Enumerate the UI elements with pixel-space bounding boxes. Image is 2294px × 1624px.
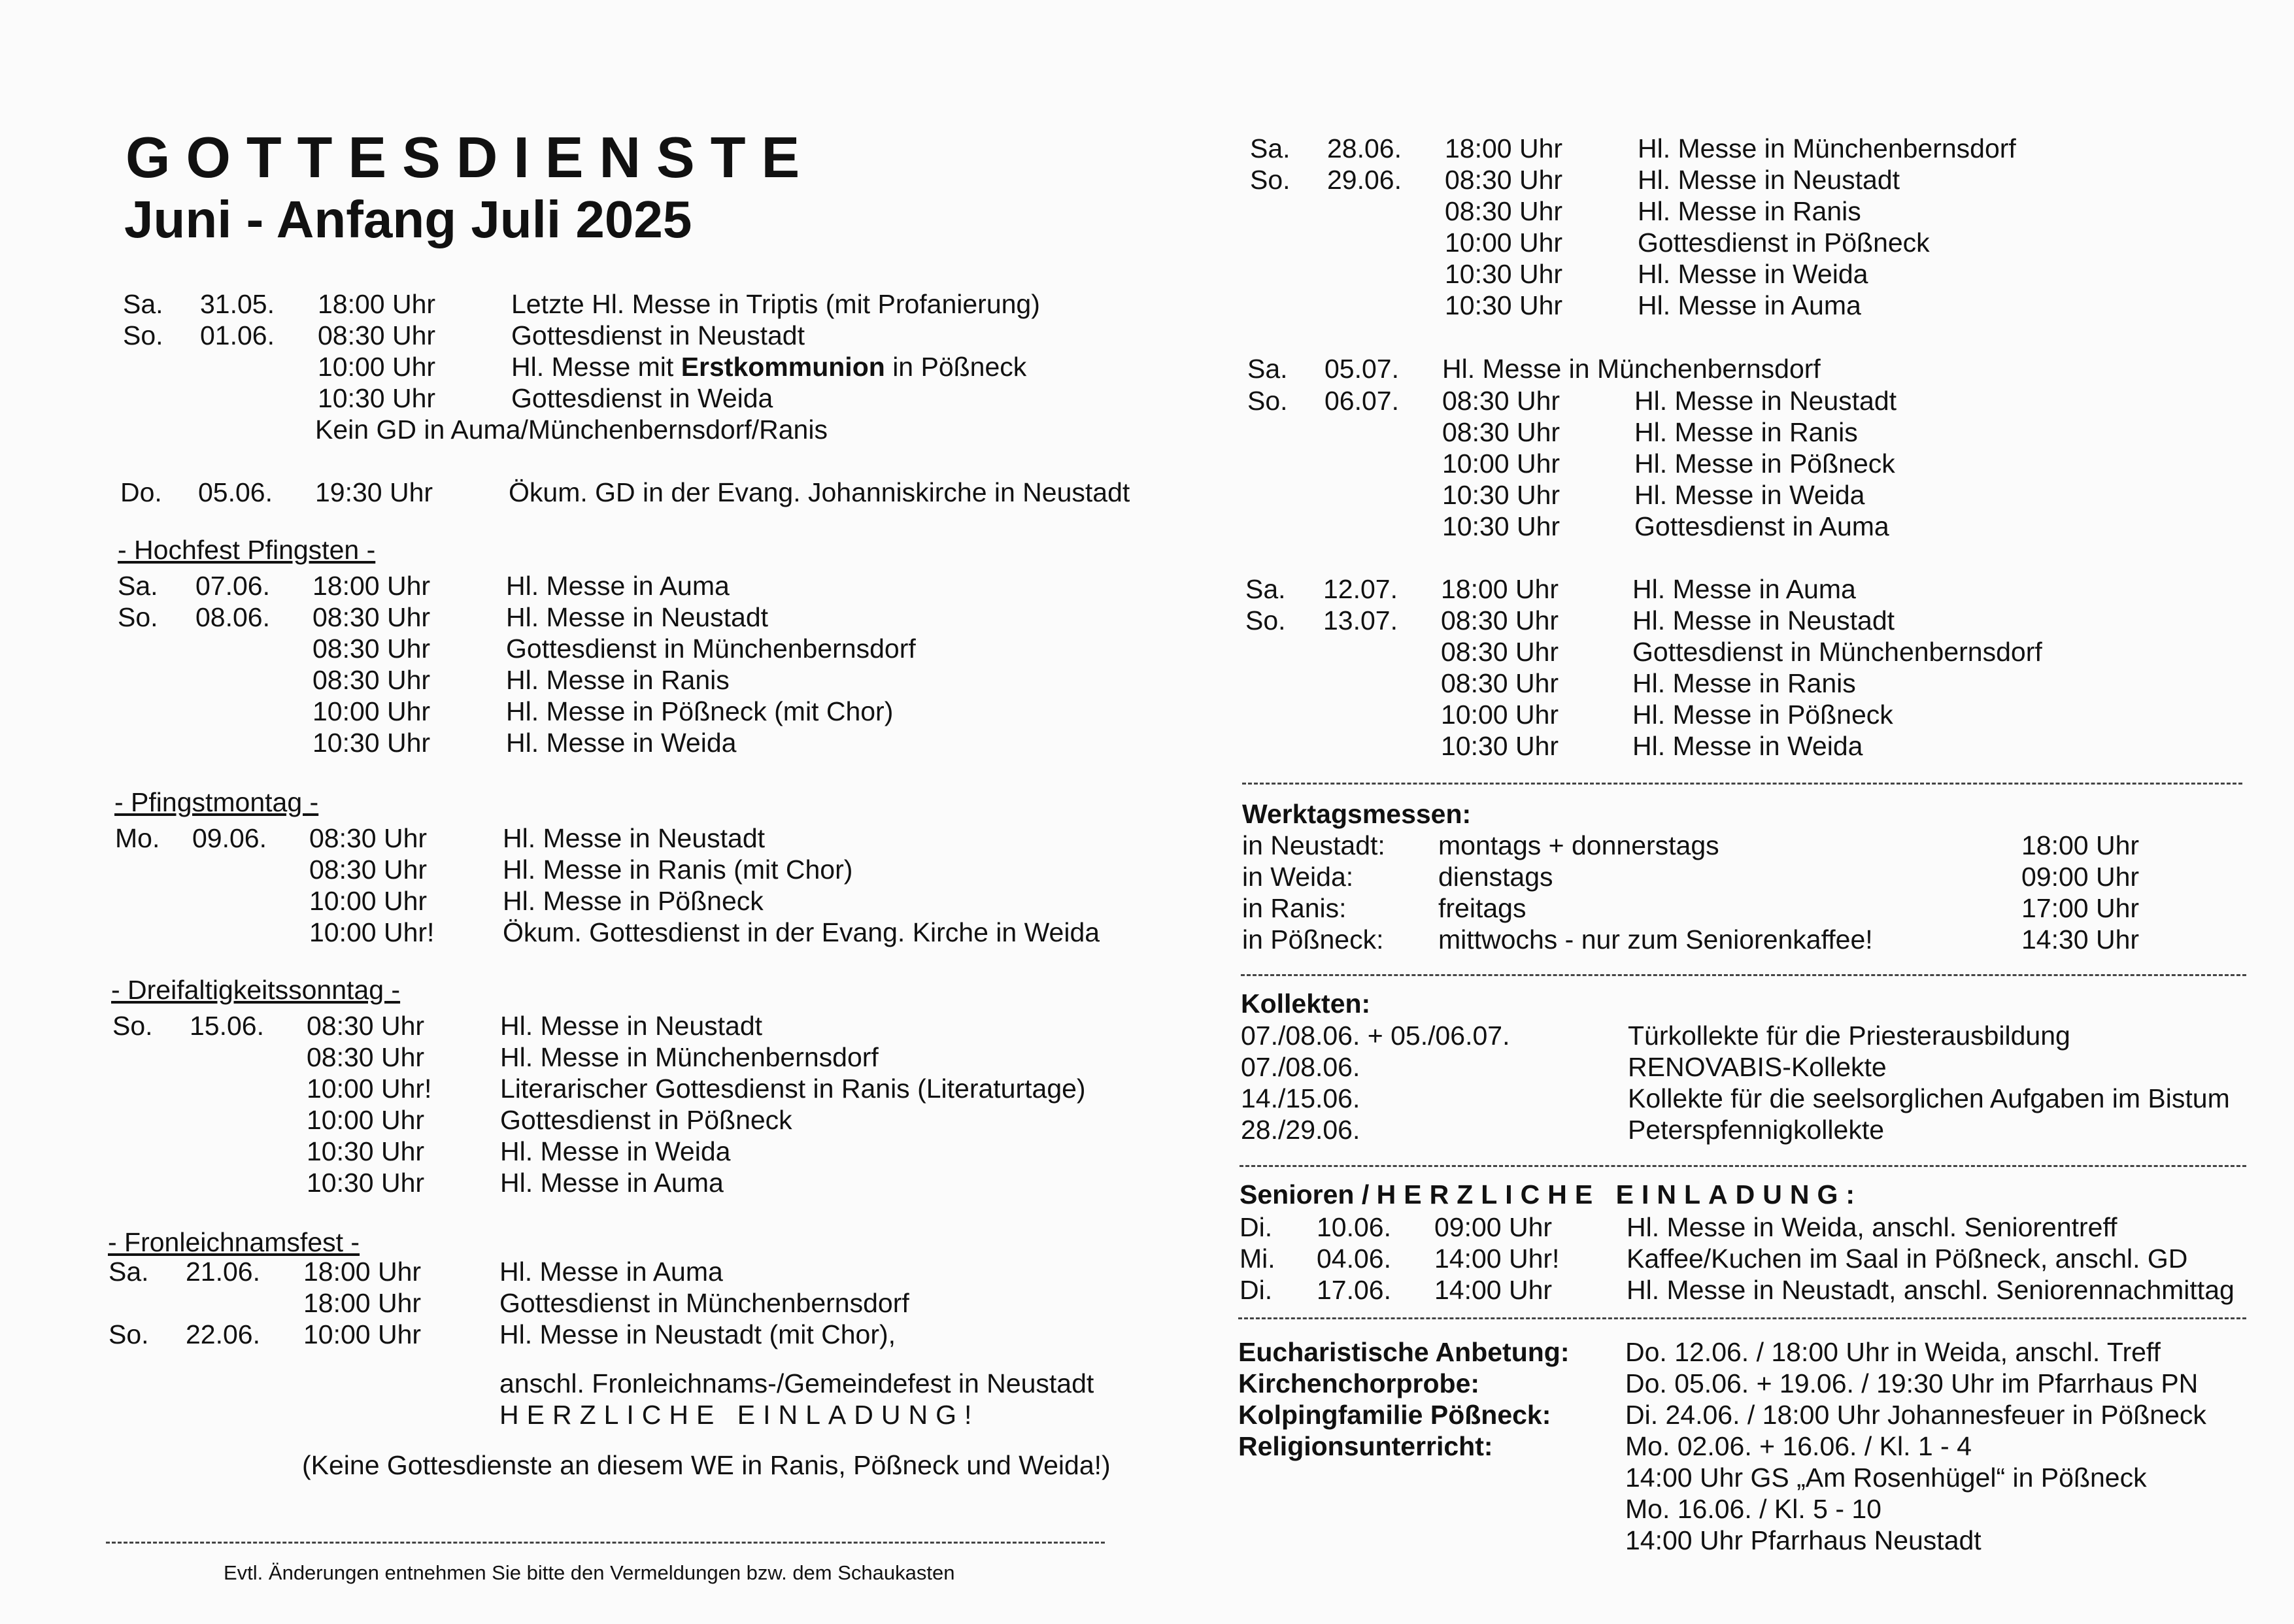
schedule-text: Hl. Messe in Pößneck bbox=[1632, 700, 1893, 730]
schedule-text: Hl. Messe in Münchenbernsdorf bbox=[500, 1042, 879, 1072]
info-text: Do. 05.06. + 19.06. / 19:30 Uhr im Pfarrhaus PN bbox=[1625, 1368, 2199, 1398]
werktag-place: in Ranis: bbox=[1242, 893, 1347, 923]
schedule-time: 10:30 Uhr bbox=[307, 1168, 425, 1198]
schedule-text: Hl. Messe in Neustadt bbox=[1632, 605, 1895, 635]
schedule-date: 31.05. bbox=[200, 289, 275, 319]
kollekte-date: 07./08.06. + 05./06.07. bbox=[1241, 1021, 1510, 1051]
schedule-day: So. bbox=[1245, 605, 1286, 635]
schedule-text: Ökum. GD in der Evang. Johanniskirche in Neustadt bbox=[509, 477, 1130, 507]
schedule-date: 15.06. bbox=[190, 1011, 264, 1041]
schedule-text-part: in Pößneck bbox=[885, 352, 1027, 382]
note-text: (Keine Gottesdienste an diesem WE in Ranis, Pößneck und Weida!) bbox=[302, 1450, 1111, 1480]
schedule-time: 10:30 Uhr bbox=[1442, 511, 1560, 541]
schedule-day: Sa. bbox=[109, 1257, 149, 1287]
schedule-day: So. bbox=[1247, 386, 1288, 416]
schedule-day: So. bbox=[112, 1011, 153, 1041]
invitation-text: HERZLICHE EINLADUNG! bbox=[499, 1400, 980, 1430]
divider bbox=[1240, 1165, 2246, 1167]
section-heading-dreifaltigkeit: - Dreifaltigkeitssonntag - bbox=[111, 975, 401, 1005]
schedule-time: 10:00 Uhr bbox=[318, 352, 436, 382]
schedule-text bbox=[511, 351, 1026, 382]
schedule-text: Hl. Messe in Ranis bbox=[1638, 196, 1861, 226]
werktag-heading: Werktagsmessen: bbox=[1242, 799, 1472, 829]
senioren-text: Kaffee/Kuchen im Saal in Pößneck, anschl. GD bbox=[1627, 1243, 2188, 1274]
schedule-text: Hl. Messe in Weida bbox=[1632, 731, 1863, 761]
senioren-text: Hl. Messe in Weida, anschl. Seniorentreff bbox=[1627, 1212, 2117, 1242]
schedule-text: Hl. Messe in Neustadt (mit Chor), bbox=[499, 1319, 896, 1349]
schedule-time: 18:00 Uhr bbox=[303, 1257, 422, 1287]
schedule-day: So. bbox=[109, 1319, 149, 1349]
schedule-time: 10:30 Uhr bbox=[1442, 480, 1560, 510]
schedule-date: 07.06. bbox=[195, 571, 270, 601]
schedule-text: Hl. Messe in Ranis bbox=[1632, 668, 1856, 698]
divider bbox=[1242, 783, 2242, 785]
schedule-text: Hl. Messe in Neustadt bbox=[506, 602, 769, 632]
schedule-date: 12.07. bbox=[1323, 574, 1398, 604]
schedule-time: 08:30 Uhr bbox=[1441, 668, 1559, 698]
schedule-date: 22.06. bbox=[186, 1319, 260, 1349]
werktag-time: 14:30 Uhr bbox=[2021, 924, 2140, 955]
schedule-text: Hl. Messe in Auma bbox=[499, 1257, 723, 1287]
section-heading-pfingsten: - Hochfest Pfingsten - bbox=[118, 535, 376, 565]
schedule-date: 08.06. bbox=[195, 602, 270, 632]
schedule-text: Hl. Messe in Neustadt bbox=[1634, 386, 1897, 416]
schedule-text: Hl. Messe in Ranis (mit Chor) bbox=[503, 854, 853, 885]
schedule-day: Sa. bbox=[123, 289, 163, 319]
schedule-time: 08:30 Uhr bbox=[1441, 637, 1559, 667]
schedule-date: 13.07. bbox=[1323, 605, 1398, 635]
schedule-time: 08:30 Uhr bbox=[309, 823, 428, 853]
schedule-day: Sa. bbox=[1247, 354, 1288, 384]
schedule-text: Gottesdienst in Münchenbernsdorf bbox=[1632, 637, 2042, 667]
senioren-time: 14:00 Uhr bbox=[1434, 1275, 1553, 1305]
schedule-time: 19:30 Uhr bbox=[315, 477, 433, 507]
schedule-time: 10:30 Uhr bbox=[312, 728, 431, 758]
schedule-text: Hl. Messe in Pößneck bbox=[1634, 448, 1895, 479]
info-text: Do. 12.06. / 18:00 Uhr in Weida, anschl. Treff bbox=[1625, 1337, 2161, 1367]
schedule-text: Gottesdienst in Neustadt bbox=[511, 320, 805, 350]
schedule-text: Hl. Messe in Weida bbox=[506, 728, 737, 758]
schedule-time: 18:00 Uhr bbox=[1445, 133, 1563, 163]
schedule-time: 10:00 Uhr bbox=[1445, 228, 1563, 258]
werktag-time: 18:00 Uhr bbox=[2021, 830, 2140, 860]
schedule-time: 10:00 Uhr bbox=[312, 696, 431, 726]
schedule-day: Sa. bbox=[1245, 574, 1286, 604]
schedule-date: 05.06. bbox=[198, 477, 273, 507]
schedule-text: Hl. Messe in Ranis bbox=[1634, 417, 1858, 447]
schedule-time: 18:00 Uhr bbox=[312, 571, 431, 601]
senioren-day: Mi. bbox=[1240, 1243, 1275, 1274]
senioren-heading bbox=[1240, 1179, 1863, 1210]
schedule-time: 08:30 Uhr bbox=[1442, 417, 1560, 447]
senioren-text: Hl. Messe in Neustadt, anschl. Seniorennachmittag bbox=[1627, 1275, 2235, 1305]
schedule-time: 18:00 Uhr bbox=[1441, 574, 1559, 604]
divider bbox=[106, 1542, 1105, 1544]
kollekte-date: 07./08.06. bbox=[1241, 1052, 1360, 1082]
schedule-time: 10:00 Uhr bbox=[1441, 700, 1559, 730]
werktag-time: 09:00 Uhr bbox=[2021, 862, 2140, 892]
schedule-text: Ökum. Gottesdienst in der Evang. Kirche in Weida bbox=[503, 917, 1100, 947]
schedule-text: Hl. Messe in Auma bbox=[506, 571, 730, 601]
religion-detail-line: 14:00 Uhr GS „Am Rosenhügel“ in Pößneck bbox=[1625, 1463, 2147, 1493]
page-title: GOTTESDIENSTE bbox=[126, 125, 816, 190]
schedule-time: 08:30 Uhr bbox=[1445, 165, 1563, 195]
info-label: Kirchenchorprobe: bbox=[1238, 1368, 1480, 1398]
section-heading-fronleichnam: - Fronleichnamsfest - bbox=[108, 1227, 360, 1257]
kollekte-text: RENOVABIS-Kollekte bbox=[1628, 1052, 1887, 1082]
schedule-time: 10:30 Uhr bbox=[318, 383, 436, 413]
schedule-time: 10:00 Uhr bbox=[303, 1319, 422, 1349]
schedule-text: Gottesdienst in Auma bbox=[1634, 511, 1889, 541]
senioren-time: 14:00 Uhr! bbox=[1434, 1243, 1560, 1274]
religion-detail-line: 14:00 Uhr Pfarrhaus Neustadt bbox=[1625, 1525, 1982, 1555]
page-subtitle: Juni - Anfang Juli 2025 bbox=[124, 190, 692, 248]
schedule-time: 08:30 Uhr bbox=[312, 634, 431, 664]
schedule-time: 08:30 Uhr bbox=[318, 320, 436, 350]
schedule-text: Literarischer Gottesdienst in Ranis (Literaturtage) bbox=[500, 1074, 1086, 1104]
schedule-text: Hl. Messe in Weida bbox=[1634, 480, 1865, 510]
schedule-date: 06.07. bbox=[1324, 386, 1399, 416]
schedule-day: So. bbox=[118, 602, 158, 632]
senioren-date: 04.06. bbox=[1317, 1243, 1391, 1274]
schedule-time: 08:30 Uhr bbox=[307, 1042, 425, 1072]
schedule-day: Sa. bbox=[1250, 133, 1290, 163]
werktag-days: dienstags bbox=[1438, 862, 1553, 892]
schedule-date: 29.06. bbox=[1327, 165, 1402, 195]
werktag-days: mittwochs - nur zum Seniorenkaffee! bbox=[1438, 924, 1873, 955]
schedule-text-emphasis: Erstkommunion bbox=[681, 352, 885, 382]
footer-note: Evtl. Änderungen entnehmen Sie bitte den Vermeldungen bzw. dem Schaukasten bbox=[224, 1561, 955, 1584]
werktag-time: 17:00 Uhr bbox=[2021, 893, 2140, 923]
werktag-place: in Weida: bbox=[1242, 862, 1354, 892]
kollekte-date: 28./29.06. bbox=[1241, 1115, 1360, 1145]
schedule-time: 08:30 Uhr bbox=[312, 665, 431, 695]
no-service-note: Kein GD in Auma/Münchenbernsdorf/Ranis bbox=[315, 414, 828, 445]
senioren-heading-invitation: HERZLICHE EINLADUNG: bbox=[1376, 1179, 1863, 1210]
schedule-text: Hl. Messe in Neustadt bbox=[503, 823, 766, 853]
schedule-time: 10:30 Uhr bbox=[307, 1136, 425, 1166]
schedule-time: 10:00 Uhr! bbox=[307, 1074, 432, 1104]
schedule-day: So. bbox=[1250, 165, 1290, 195]
schedule-text: Gottesdienst in Münchenbernsdorf bbox=[506, 634, 916, 664]
schedule-day: Do. bbox=[120, 477, 162, 507]
info-label: Kolpingfamilie Pößneck: bbox=[1238, 1400, 1551, 1430]
senioren-date: 10.06. bbox=[1317, 1212, 1391, 1242]
info-label: Religionsunterricht: bbox=[1238, 1431, 1493, 1461]
senioren-day: Di. bbox=[1240, 1212, 1273, 1242]
schedule-text: Hl. Messe in Weida bbox=[1638, 259, 1868, 289]
schedule-time: 18:00 Uhr bbox=[303, 1288, 422, 1318]
schedule-text: Gottesdienst in Weida bbox=[511, 383, 773, 413]
schedule-day: Sa. bbox=[118, 571, 158, 601]
kollekten-heading: Kollekten: bbox=[1241, 989, 1371, 1019]
divider bbox=[1238, 1317, 2246, 1319]
fronleichnam-continuation: anschl. Fronleichnams-/Gemeindefest in Neustadt bbox=[499, 1368, 1094, 1398]
schedule-date: 28.06. bbox=[1327, 133, 1402, 163]
schedule-time: 10:00 Uhr bbox=[309, 886, 428, 916]
schedule-text: Hl. Messe in Münchenbernsdorf bbox=[1442, 354, 1821, 384]
divider bbox=[1241, 974, 2246, 976]
schedule-time: 10:00 Uhr! bbox=[309, 917, 435, 947]
schedule-text: Letzte Hl. Messe in Triptis (mit Profanierung) bbox=[511, 289, 1040, 319]
senioren-time: 09:00 Uhr bbox=[1434, 1212, 1553, 1242]
schedule-time: 10:30 Uhr bbox=[1441, 731, 1559, 761]
schedule-text: Hl. Messe in Weida bbox=[500, 1136, 731, 1166]
schedule-day: So. bbox=[123, 320, 163, 350]
werktag-place: in Neustadt: bbox=[1242, 830, 1385, 860]
schedule-date: 21.06. bbox=[186, 1257, 260, 1287]
senioren-heading-label: Senioren / bbox=[1240, 1179, 1370, 1210]
schedule-time: 08:30 Uhr bbox=[1445, 196, 1563, 226]
kollekte-date: 14./15.06. bbox=[1241, 1083, 1360, 1113]
senioren-date: 17.06. bbox=[1317, 1275, 1391, 1305]
schedule-time: 08:30 Uhr bbox=[1441, 605, 1559, 635]
schedule-text: Hl. Messe in Ranis bbox=[506, 665, 730, 695]
schedule-time: 10:00 Uhr bbox=[1442, 448, 1560, 479]
werktag-days: montags + donnerstags bbox=[1438, 830, 1719, 860]
werktag-place: in Pößneck: bbox=[1242, 924, 1384, 955]
schedule-time: 10:30 Uhr bbox=[1445, 259, 1563, 289]
schedule-time: 08:30 Uhr bbox=[309, 854, 428, 885]
schedule-time: 10:30 Uhr bbox=[1445, 290, 1563, 320]
schedule-time: 08:30 Uhr bbox=[1442, 386, 1560, 416]
schedule-text: Hl. Messe in Auma bbox=[1638, 290, 1861, 320]
schedule-date: 01.06. bbox=[200, 320, 275, 350]
schedule-text: Gottesdienst in Münchenbernsdorf bbox=[499, 1288, 909, 1318]
schedule-text: Hl. Messe in Pößneck (mit Chor) bbox=[506, 696, 894, 726]
schedule-text: Hl. Messe in Neustadt bbox=[1638, 165, 1900, 195]
info-text: Mo. 02.06. + 16.06. / Kl. 1 - 4 bbox=[1625, 1431, 1972, 1461]
schedule-day: Mo. bbox=[115, 823, 160, 853]
info-text: Di. 24.06. / 18:00 Uhr Johannesfeuer in Pößneck bbox=[1625, 1400, 2206, 1430]
schedule-time: 10:00 Uhr bbox=[307, 1105, 425, 1135]
schedule-text: Hl. Messe in Pößneck bbox=[503, 886, 764, 916]
schedule-text-part: Hl. Messe mit bbox=[511, 352, 681, 382]
kollekte-text: Kollekte für die seelsorglichen Aufgaben im Bistum bbox=[1628, 1083, 2230, 1113]
schedule-date: 09.06. bbox=[192, 823, 267, 853]
religion-detail-line: Mo. 16.06. / Kl. 5 - 10 bbox=[1625, 1494, 1881, 1524]
schedule-text: Hl. Messe in Münchenbernsdorf bbox=[1638, 133, 2016, 163]
senioren-day: Di. bbox=[1240, 1275, 1273, 1305]
kollekte-text: Peterspfennigkollekte bbox=[1628, 1115, 1885, 1145]
werktag-days: freitags bbox=[1438, 893, 1527, 923]
schedule-text: Gottesdienst in Pößneck bbox=[1638, 228, 1930, 258]
schedule-text: Gottesdienst in Pößneck bbox=[500, 1105, 792, 1135]
kollekte-text: Türkollekte für die Priesterausbildung bbox=[1628, 1021, 2070, 1051]
schedule-time: 08:30 Uhr bbox=[307, 1011, 425, 1041]
schedule-date: 05.07. bbox=[1324, 354, 1399, 384]
schedule-text: Hl. Messe in Auma bbox=[500, 1168, 724, 1198]
section-heading-pfingstmontag: - Pfingstmontag - bbox=[114, 787, 319, 817]
info-label: Eucharistische Anbetung: bbox=[1238, 1337, 1570, 1367]
schedule-text: Hl. Messe in Neustadt bbox=[500, 1011, 763, 1041]
schedule-text: Hl. Messe in Auma bbox=[1632, 574, 1856, 604]
schedule-time: 08:30 Uhr bbox=[312, 602, 431, 632]
schedule-time: 18:00 Uhr bbox=[318, 289, 436, 319]
